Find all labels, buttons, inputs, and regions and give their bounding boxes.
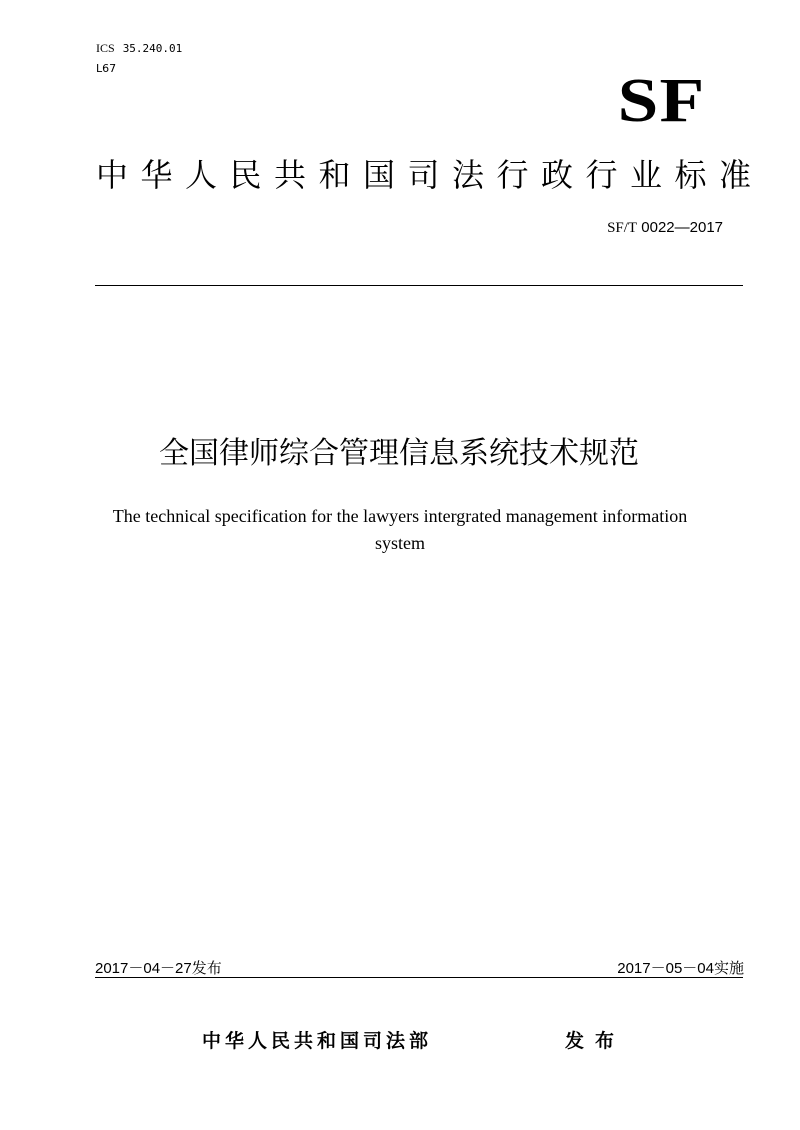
release-label: 发布 (191, 959, 222, 977)
implement-date: 2017－05－04 (617, 960, 714, 977)
ics-label: ICS (96, 41, 115, 55)
sf-logo: SF (617, 67, 705, 135)
ics-code: 35.240.01 (122, 42, 183, 55)
release-date: 2017－04－27 (95, 960, 192, 977)
ics-classification (96, 41, 182, 56)
issued-label: 发布 (565, 1030, 626, 1052)
document-title-en: The technical specification for the lawyers intergrated management information system (112, 506, 688, 553)
footer-divider (95, 977, 743, 978)
standard-number (607, 217, 723, 238)
release-date-line (95, 958, 222, 979)
implement-label: 实施 (713, 959, 744, 977)
header-divider (95, 285, 743, 286)
document-title-cn: 全国律师综合管理信息系统技术规范 (159, 436, 639, 471)
implement-date-line (617, 958, 744, 979)
ccs-code: L67 (96, 62, 117, 75)
standard-number-prefix: SF/T (607, 220, 638, 236)
standard-category-title: 中华人民共和国司法行政行业标准 (96, 156, 764, 194)
standard-number-value: 0022—2017 (637, 219, 723, 236)
issuer-name: 中华人民共和国司法部 (202, 1030, 433, 1052)
